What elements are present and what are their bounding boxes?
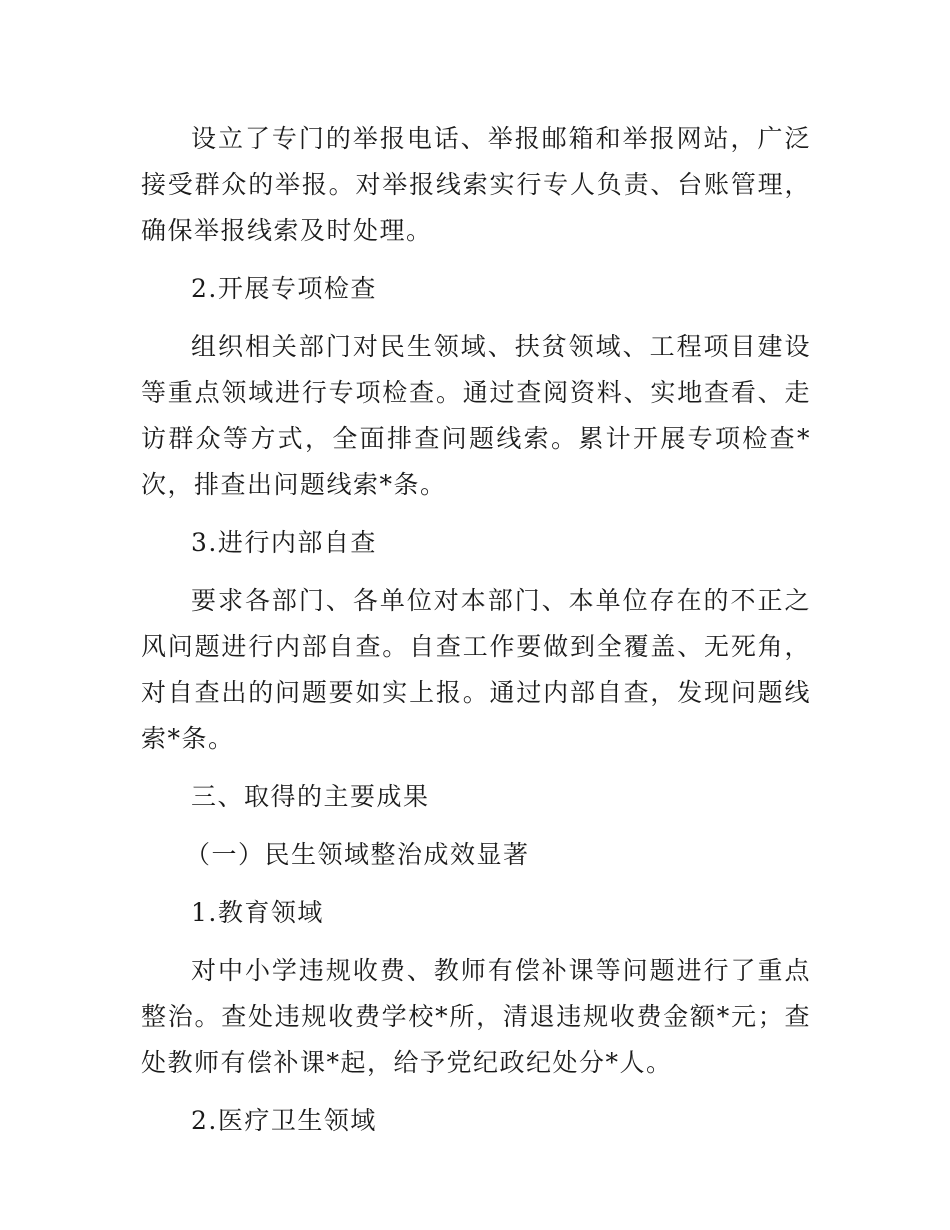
paragraph-special-inspection: 组织相关部门对民生领域、扶贫领域、工程项目建设等重点领域进行专项检查。通过查阅资料、实地查看、走访群众等方式，全面排查问题线索。累计开展专项检查*次，排查出问题线索*条。	[141, 332, 811, 499]
paragraph-education: 对中小学违规收费、教师有偿补课等问题进行了重点整治。查处违规收费学校*所，清退违规收费金额*元；查处教师有偿补课*起，给予党纪政纪处分*人。	[141, 956, 811, 1077]
heading-education: 1.教育领域	[191, 898, 324, 927]
paragraph-internal-self-check: 要求各部门、各单位对本部门、本单位存在的不正之风问题进行内部自查。自查工作要做到全覆盖、无死角，对自查出的问题要如实上报。通过内部自查，发现问题线索*条。	[141, 586, 811, 753]
document-body	[141, 116, 811, 1144]
section-heading-main-results: 三、取得的主要成果	[191, 782, 430, 811]
paragraph-report-channels: 设立了专门的举报电话、举报邮箱和举报网站，广泛接受群众的举报。对举报线索实行专人负责、台账管理，确保举报线索及时处理。	[141, 124, 811, 245]
heading-medical-health: 2.医疗卫生领域	[191, 1106, 377, 1135]
heading-internal-self-check: 3.进行内部自查	[191, 528, 377, 557]
subsection-heading-livelihood: （一）民生领域整治成效显著	[185, 840, 530, 869]
heading-special-inspection: 2.开展专项检查	[191, 274, 377, 303]
